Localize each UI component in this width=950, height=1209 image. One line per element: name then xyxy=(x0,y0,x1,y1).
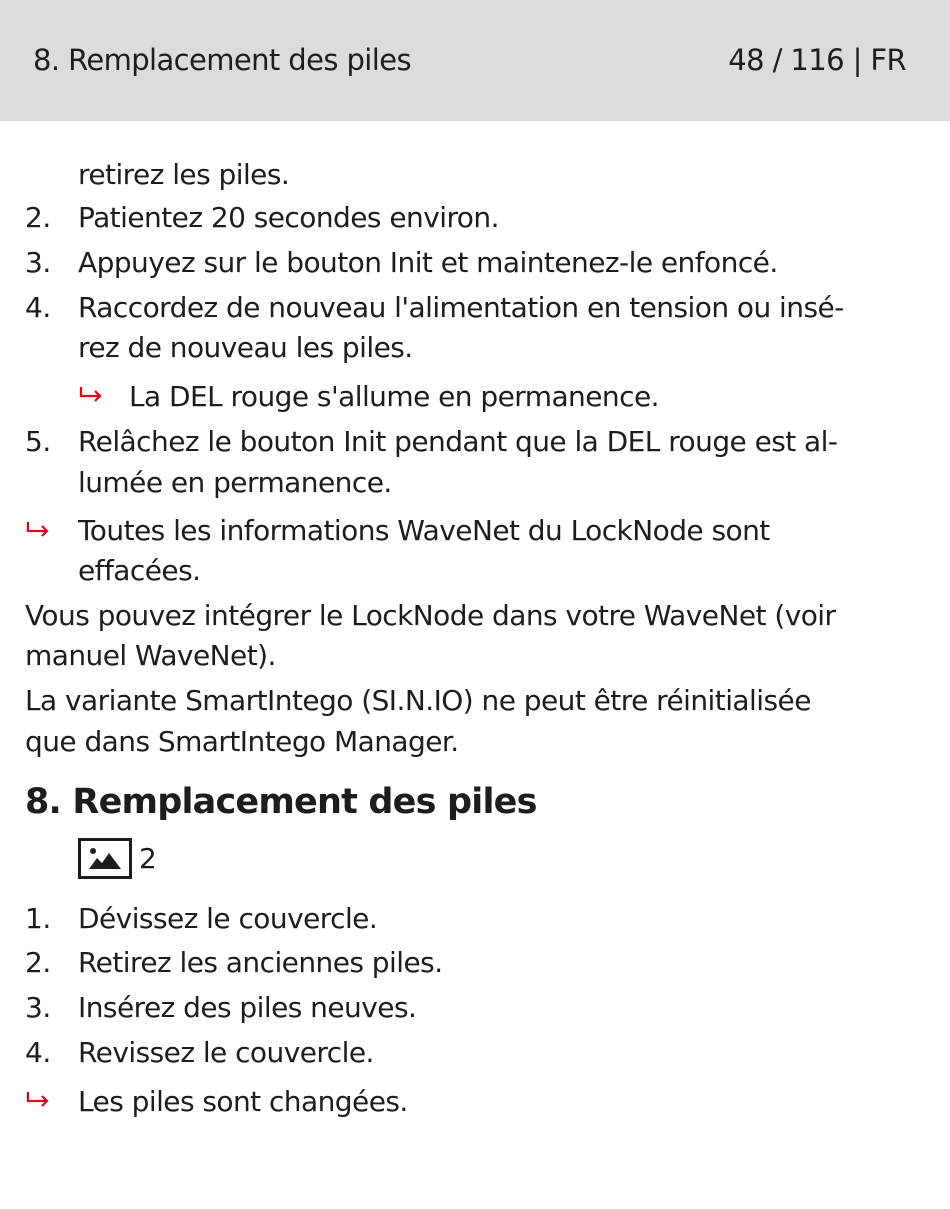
paragraph-wavenet-line-1: Vous pouvez intégrer le LockNode dans votre WaveNet (voir xyxy=(25,599,836,632)
battery-step-4-number: 4. xyxy=(25,1036,51,1069)
procedure-result-line-1: Toutes les informations WaveNet du LockNode sont xyxy=(78,514,770,547)
image-icon[interactable] xyxy=(78,838,132,879)
battery-step-2-number: 2. xyxy=(25,946,51,979)
step-5-text-line-1: Relâchez le bouton Init pendant que la DEL rouge est al- xyxy=(78,425,838,458)
battery-step-4-text: Revissez le couvercle. xyxy=(78,1036,374,1069)
step-4-text-line-2: rez de nouveau les piles. xyxy=(78,331,413,364)
battery-step-2-text: Retirez les anciennes piles. xyxy=(78,946,443,979)
result-arrow-icon xyxy=(78,386,104,404)
step-1-continued-text: retirez les piles. xyxy=(78,158,290,191)
paragraph-smartintego-line-2: que dans SmartIntego Manager. xyxy=(25,725,459,758)
step-2-number: 2. xyxy=(25,201,51,234)
result-arrow-icon xyxy=(25,1091,51,1109)
step-4-result-text: La DEL rouge s'allume en permanence. xyxy=(129,380,660,413)
result-arrow-icon xyxy=(25,521,51,539)
battery-step-1-number: 1. xyxy=(25,902,51,935)
step-5-number: 5. xyxy=(25,425,51,458)
paragraph-smartintego-line-1: La variante SmartIntego (SI.N.IO) ne peut être réinitialisée xyxy=(25,684,811,717)
step-3-text: Appuyez sur le bouton Init et maintenez-le enfoncé. xyxy=(78,246,778,279)
image-reference-number: 2 xyxy=(139,842,157,875)
section-heading: 8. Remplacement des piles xyxy=(25,782,537,822)
battery-step-1-text: Dévissez le couvercle. xyxy=(78,902,378,935)
procedure-result-line-2: effacées. xyxy=(78,554,201,587)
battery-step-3-number: 3. xyxy=(25,991,51,1024)
header-page-number: 48 / 116 | FR xyxy=(728,43,906,77)
header-chapter-title: 8. Remplacement des piles xyxy=(33,43,411,77)
step-2-text: Patientez 20 secondes environ. xyxy=(78,201,499,234)
step-4-number: 4. xyxy=(25,291,51,324)
step-5-text-line-2: lumée en permanence. xyxy=(78,466,392,499)
step-4-text-line-1: Raccordez de nouveau l'alimentation en tension ou insé- xyxy=(78,291,844,324)
paragraph-wavenet-line-2: manuel WaveNet). xyxy=(25,639,276,672)
step-3-number: 3. xyxy=(25,246,51,279)
battery-step-3-text: Insérez des piles neuves. xyxy=(78,991,417,1024)
battery-result-text: Les piles sont changées. xyxy=(78,1085,408,1118)
